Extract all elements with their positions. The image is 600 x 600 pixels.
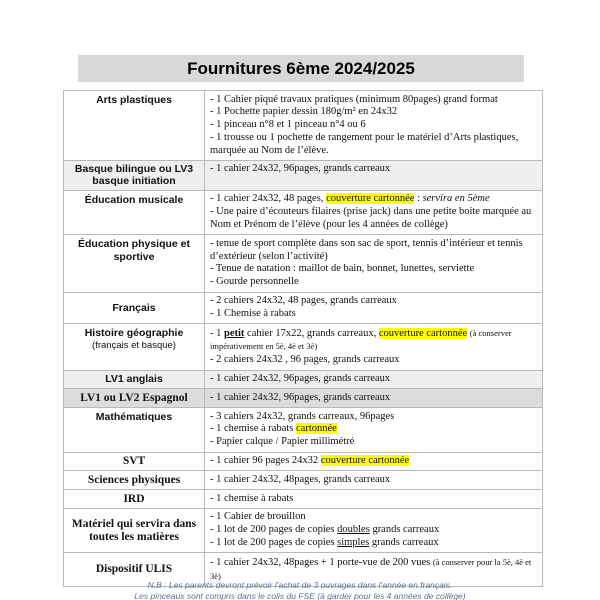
- subject-cell: [64, 293, 205, 324]
- item-text: grands carreaux: [369, 524, 440, 536]
- item-text: doubles: [337, 524, 370, 536]
- item-text: - 1 cahier 24x32, 48pages + 1 porte-vue de 200 vues: [210, 556, 433, 568]
- supply-item: [210, 411, 536, 424]
- subject-label: Matériel qui servira dans toutes les matières: [71, 517, 197, 543]
- supply-item: [210, 537, 536, 550]
- supply-item: [210, 193, 536, 206]
- items-cell: [205, 235, 542, 291]
- subject-label: Éducation physique et sportive: [77, 238, 190, 263]
- items-cell: [205, 293, 542, 324]
- table-row: [64, 389, 542, 408]
- item-text: - 1 cahier 24x32, 96pages, grands carreaux: [210, 391, 391, 403]
- subject-label: Dispositif ULIS: [95, 563, 173, 576]
- items-cell: [205, 509, 542, 552]
- items-cell: [205, 161, 542, 190]
- subject-cell: [64, 161, 205, 190]
- supply-item: [210, 423, 536, 436]
- subject-label: Mathématiques: [95, 411, 173, 424]
- item-text: petit: [224, 327, 245, 339]
- footer-line-2: Les pinceaux sont compris dans le colis du FSE (à garder pour les 4 années de collège): [134, 590, 466, 600]
- item-text: - Papier calque / Papier millimétré: [210, 436, 355, 448]
- item-text: :: [414, 193, 423, 205]
- subject-label: Arts plastiques: [96, 94, 172, 106]
- table-row: [64, 408, 542, 452]
- table-row: [64, 471, 542, 490]
- subject-cell: [64, 509, 205, 552]
- subject-label: Éducation musicale: [84, 193, 184, 206]
- items-cell: [205, 490, 542, 508]
- highlighted-text: couverture cartonnée: [320, 455, 410, 467]
- supply-item: [210, 308, 536, 321]
- supply-item: [210, 163, 536, 176]
- supply-item: [210, 276, 536, 289]
- supply-item: [210, 436, 536, 449]
- subject-label: LV1 anglais: [105, 373, 163, 386]
- subject-label: SVT: [122, 454, 146, 467]
- supply-item: [210, 263, 536, 276]
- item-text: - 3 cahiers 24x32, grands carreaux, 96pages: [210, 410, 395, 422]
- item-text: - 1 chemise à rabats: [210, 492, 294, 504]
- subject-label: Histoire géographie: [84, 327, 184, 340]
- item-text: - 1: [210, 327, 224, 339]
- subject-cell: [64, 235, 205, 291]
- highlighted-text: couverture cartonnée: [326, 193, 415, 205]
- supply-item: [210, 106, 536, 119]
- supply-item: [210, 295, 536, 308]
- item-text: servira en 5ème: [422, 193, 490, 205]
- supply-item: [210, 238, 536, 264]
- highlighted-text: couverture cartonnée: [378, 327, 468, 339]
- table-row: [64, 191, 542, 235]
- subject-cell: [64, 471, 205, 489]
- item-text: grands carreaux: [369, 537, 439, 549]
- item-text: - 1 lot de 200 pages de copies: [210, 537, 338, 549]
- subject-cell: [64, 408, 205, 451]
- supply-item: [210, 455, 536, 468]
- item-text: - 2 cahiers 24x32 , 96 pages, grands carreaux: [210, 354, 400, 366]
- items-cell: [205, 324, 542, 369]
- table-row: [64, 509, 542, 553]
- item-text: - 1 Pochette papier dessin 180g/m² en 24x32: [210, 106, 398, 118]
- subject-label: Basque bilingue ou LV3 basque initiation: [74, 162, 194, 188]
- item-text: - 1 pinceau n°8 et 1 pinceau n°4 ou 6: [210, 119, 366, 131]
- table-row: [64, 324, 542, 370]
- supply-item: [210, 206, 536, 232]
- item-text: - 1 chemise à rabats: [210, 423, 297, 435]
- supply-item: [210, 354, 536, 367]
- supply-item: [210, 373, 536, 386]
- table-row: [64, 91, 542, 161]
- items-cell: [205, 408, 542, 451]
- items-cell: [205, 91, 542, 160]
- footer-line-1: N.B : Les parents devront prévoir l’achat de 3 ouvrages dans l’année en français.: [147, 580, 453, 590]
- table-row: [64, 293, 542, 325]
- item-text: - 1 cahier 24x32, 96pages, grands carreaux: [210, 163, 391, 175]
- subject-cell: [64, 490, 205, 508]
- item-text: - tenue de sport complète dans son sac de sport, tennis d’intérieur et tennis d’extérieur (selon l’activité): [210, 237, 523, 262]
- highlighted-text: cartonnée: [296, 423, 337, 435]
- item-text: - 1 lot de 200 pages de copies: [210, 524, 338, 536]
- items-cell: [205, 389, 542, 407]
- supply-item: [210, 392, 536, 405]
- subject-cell: [64, 191, 205, 234]
- subject-label: Sciences physiques: [87, 473, 181, 486]
- subject-cell: [64, 453, 205, 471]
- items-cell: [205, 471, 542, 489]
- table-row: [64, 371, 542, 390]
- item-text: - 1 Chemise à rabats: [210, 307, 296, 319]
- item-text: - 1 cahier 96 pages 24x32: [210, 455, 321, 467]
- items-cell: [205, 453, 542, 471]
- table-row: [64, 453, 542, 472]
- item-text: - 1 cahier 24x32, 96pages, grands carreaux: [210, 373, 391, 385]
- supply-item: [210, 94, 536, 107]
- subject-label: LV1 ou LV2 Espagnol: [80, 391, 188, 404]
- table-row: [64, 161, 542, 191]
- page-title: Fournitures 6ème 2024/2025: [78, 55, 524, 82]
- footer-note: [0, 580, 600, 600]
- subject-cell: [64, 389, 205, 407]
- item-text: (à conserver impérativement en 5è, 4è et 3è): [210, 327, 512, 352]
- item-text: - Gourde personnelle: [210, 276, 299, 288]
- supply-item: [210, 474, 536, 487]
- supply-item: [210, 327, 536, 355]
- item-text: - 1 trousse ou 1 pochette de rangement pour le matériel d’Arts plastiques, marquée au Nom de l’élève.: [210, 131, 519, 156]
- table-row: [64, 235, 542, 292]
- item-text: cahier 17x22, grands carreaux,: [244, 327, 379, 339]
- subject-cell: [64, 91, 205, 160]
- item-text: - 1 cahier 24x32, 48 pages,: [210, 193, 327, 205]
- supply-item: [210, 493, 536, 506]
- subject-sublabel: (français et basque): [92, 339, 176, 351]
- supplies-table: [63, 90, 543, 587]
- supply-item: [210, 524, 536, 537]
- supply-item: [210, 511, 536, 524]
- supply-item: [210, 132, 536, 158]
- item-text: - 1 Cahier piqué travaux pratiques (minimum 80pages) grand format: [210, 93, 498, 105]
- subject-label: Français: [112, 301, 156, 314]
- item-text: (à conserver pour la 5è, 4è et 3è): [210, 556, 532, 581]
- item-text: - 1 cahier 24x32, 48pages, grands carreaux: [210, 473, 391, 485]
- subject-label: IRD: [123, 492, 145, 505]
- items-cell: [205, 371, 542, 389]
- items-cell: [205, 191, 542, 234]
- subject-cell: [64, 324, 205, 369]
- item-text: - Une paire d’écouteurs filaires (prise jack) dans une petite boite marquée au Nom et Prénom de l’élève (pour les 4 années de collège): [210, 206, 532, 231]
- subject-cell: [64, 371, 205, 389]
- supply-item: [210, 119, 536, 132]
- item-text: - 1 Cahier de brouillon: [210, 511, 306, 523]
- item-text: - Tenue de natation : maillot de bain, bonnet, lunettes, serviette: [210, 263, 475, 275]
- table-row: [64, 490, 542, 509]
- item-text: simples: [337, 537, 370, 549]
- item-text: - 2 cahiers 24x32, 48 pages, grands carreaux: [210, 295, 397, 307]
